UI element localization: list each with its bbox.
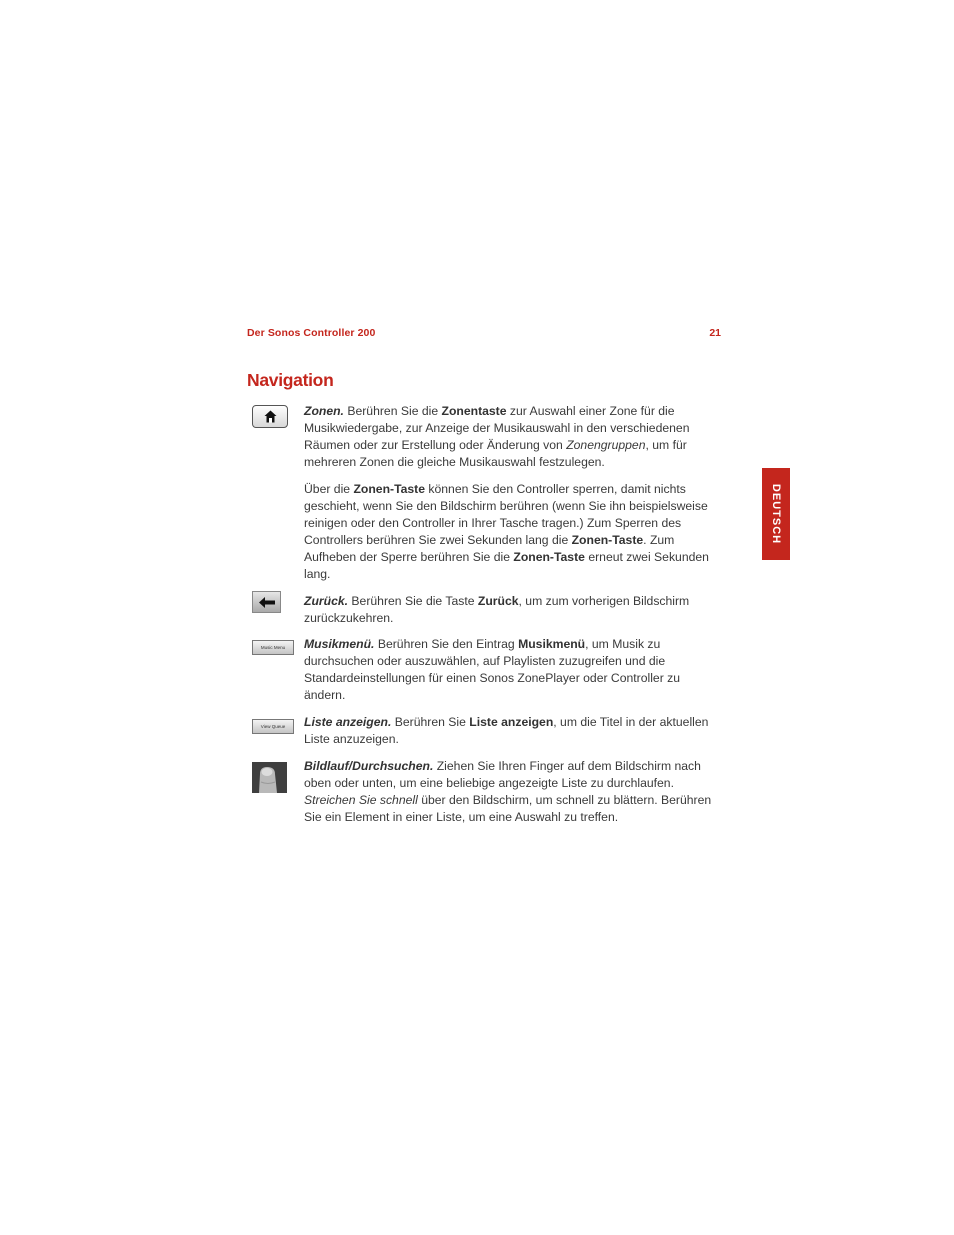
home-icon xyxy=(252,405,288,428)
finger-touch-icon xyxy=(252,762,287,793)
language-tab-label: DEUTSCH xyxy=(770,483,782,545)
section-title: Navigation xyxy=(247,370,334,390)
back-arrow-icon xyxy=(252,591,281,613)
entry-term: Musikmenü. xyxy=(304,637,375,651)
music-menu-button-icon: Music Menu xyxy=(252,640,294,655)
entry-view-queue: Liste anzeigen. Berühren Sie Liste anzeigen, um die Titel in der aktuellen Liste anzuzeigen. xyxy=(304,715,709,747)
entry-term: Zonen. xyxy=(304,404,344,418)
entry-music-menu: Musikmenü. Berühren Sie den Eintrag Musikmenü, um Musik zu durchsuchen oder auszuwählen, auf Playlisten zuzugreifen und die Standardeinstellungen für einen Sonos ZonePlayer oder Controller zu ändern. xyxy=(304,637,681,703)
language-tab xyxy=(762,468,790,560)
entry-term: Liste anzeigen. xyxy=(304,715,392,729)
entry-term: Zurück. xyxy=(304,594,349,608)
entry-scroll: Bildlauf/Durchsuchen. Ziehen Sie Ihren Finger auf dem Bildschirm nach oben oder unten, um eine beliebige angezeigte Liste zu durchlaufen. Streichen Sie schnell über den Bildschirm, um schnell zu blättern. Berühren Sie ein Element in einer Liste, um eine Auswahl zu treffen. xyxy=(304,759,712,825)
view-queue-button-icon: View Queue xyxy=(252,719,294,734)
entry-zones: Zonen. Berühren Sie die Zonentaste zur Auswahl einer Zone für die Musikwiedergabe, zur Anzeige der Musikauswahl in den verschiedenen Räumen oder zur Erstellung oder Änderung von Zonengruppen, um für mehreren Zonen die gleiche Musikauswahl festzulegen. xyxy=(304,404,690,470)
running-header-title: Der Sonos Controller 200 xyxy=(247,327,376,339)
page-number: 21 xyxy=(709,327,721,339)
entry-zones-lock: Über die Zonen-Taste können Sie den Controller sperren, damit nichts geschieht, wenn Sie den Bildschirm berühren (wenn Sie ihn beispielsweise reinigen oder den Controller in Ihrer Tasche tragen.) Zum Sperren des Controllers berühren Sie zwei Sekunden lang die Zonen-Taste. Zum Aufheben der Sperre berühren Sie die Zonen-Taste erneut zwei Sekunden lang. xyxy=(304,482,709,582)
entry-back: Zurück. Berühren Sie die Taste Zurück, um zum vorherigen Bildschirm zurückzukehren. xyxy=(304,594,690,626)
entry-term: Bildlauf/Durchsuchen. xyxy=(304,759,434,773)
